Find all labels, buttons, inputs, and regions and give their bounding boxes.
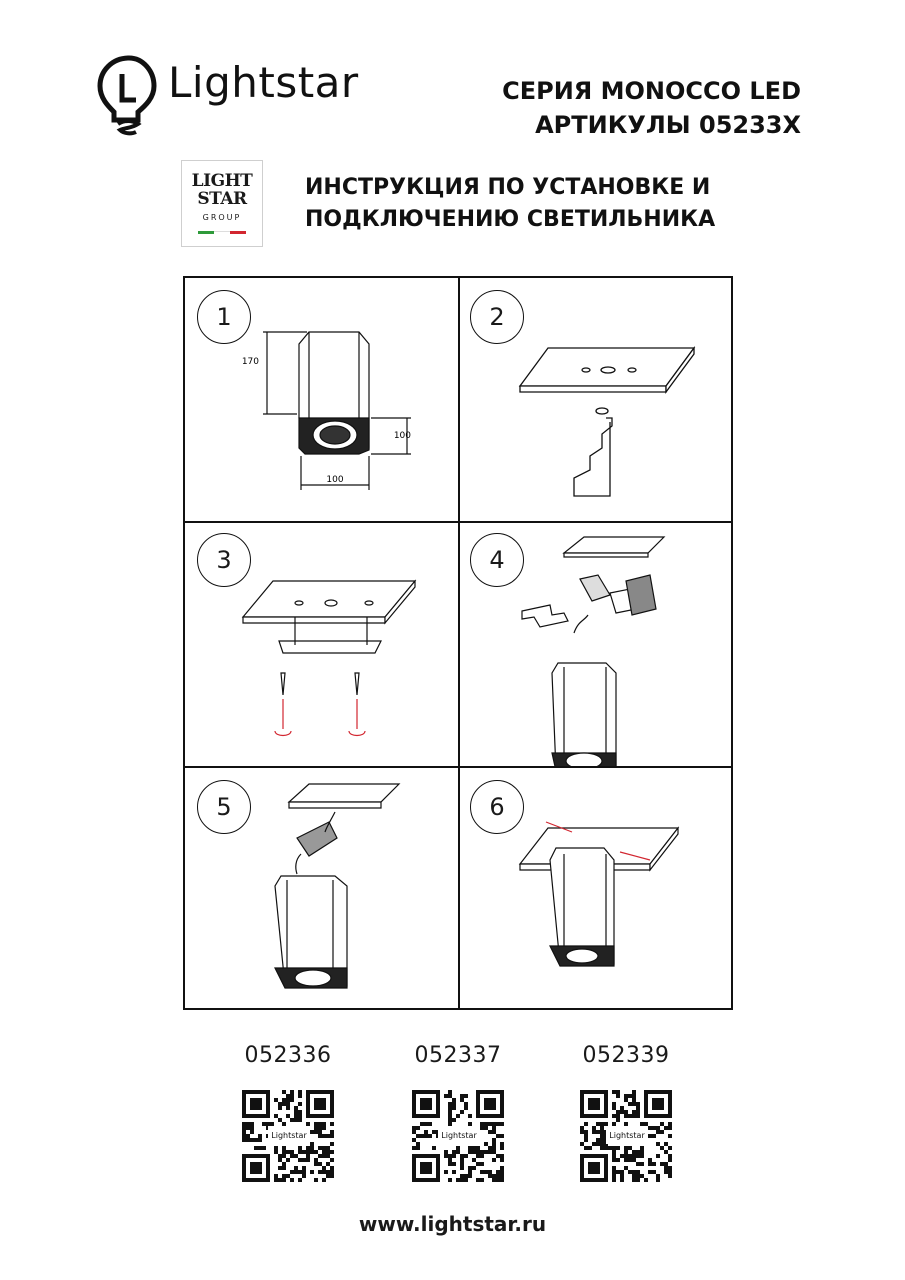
step-1-number: 1 (197, 290, 251, 344)
brand-name: Lightstar (168, 58, 359, 107)
step-3-panel (185, 523, 458, 766)
product-code-052339 (566, 1042, 686, 1186)
qr-code-icon[interactable] (412, 1090, 504, 1182)
qr-label: Lightstar (271, 1131, 307, 1140)
qr-code-icon[interactable] (580, 1090, 672, 1182)
dim-depth-label: 100 (393, 431, 411, 441)
lightstar-logo (94, 50, 394, 140)
step-6-number: 6 (470, 780, 524, 834)
step-4-panel (460, 523, 731, 766)
step-3-bracket-screws-drawing (185, 523, 458, 766)
series-title: СЕРИЯ MONOCCO LED (502, 77, 801, 105)
instructions-title (305, 172, 715, 236)
step-2-panel (460, 278, 731, 521)
articles-title: АРТИКУЛЫ 05233X (535, 111, 801, 139)
qr-label: Lightstar (441, 1131, 477, 1140)
step-2-mounting-plate-drawing (460, 278, 731, 521)
step-6-panel (460, 768, 731, 1008)
bulb-logo-icon (94, 50, 164, 140)
group-logo-line1: LIGHT (191, 171, 253, 191)
dim-height-label: 170 (241, 357, 259, 367)
lightstar-group-logo (181, 160, 263, 247)
instructions-title-line1: ИНСТРУКЦИЯ ПО УСТАНОВКЕ И (305, 175, 711, 200)
instructions-title-line2: ПОДКЛЮЧЕНИЮ СВЕТИЛЬНИКА (305, 207, 716, 232)
product-code-number: 052337 (414, 1043, 502, 1068)
product-code-number: 052339 (582, 1043, 670, 1068)
step-4-wiring-drawing (460, 523, 731, 766)
dim-width-label: 100 (326, 475, 344, 485)
step-5-number: 5 (197, 780, 251, 834)
product-code-052337 (398, 1042, 518, 1186)
product-code-052336 (228, 1042, 348, 1186)
step-5-connection-drawing (185, 768, 458, 1008)
group-logo-line2: STAR (197, 189, 247, 209)
step-3-number: 3 (197, 533, 251, 587)
italian-flag-stripe (198, 231, 246, 234)
step-6-final-assembly-drawing (460, 768, 731, 1008)
instruction-steps-grid (183, 276, 733, 1010)
group-logo-line3: GROUP (202, 213, 242, 222)
series-header (502, 74, 801, 142)
step-1-dimensions-drawing (185, 278, 458, 521)
step-1-panel (185, 278, 458, 521)
step-4-number: 4 (470, 533, 524, 587)
qr-label: Lightstar (609, 1131, 645, 1140)
qr-code-icon[interactable] (242, 1090, 334, 1182)
step-5-panel (185, 768, 458, 1008)
product-code-number: 052336 (244, 1043, 332, 1068)
product-codes-section (0, 1042, 905, 1192)
step-2-number: 2 (470, 290, 524, 344)
website-link[interactable]: www.lightstar.ru (358, 1212, 547, 1236)
